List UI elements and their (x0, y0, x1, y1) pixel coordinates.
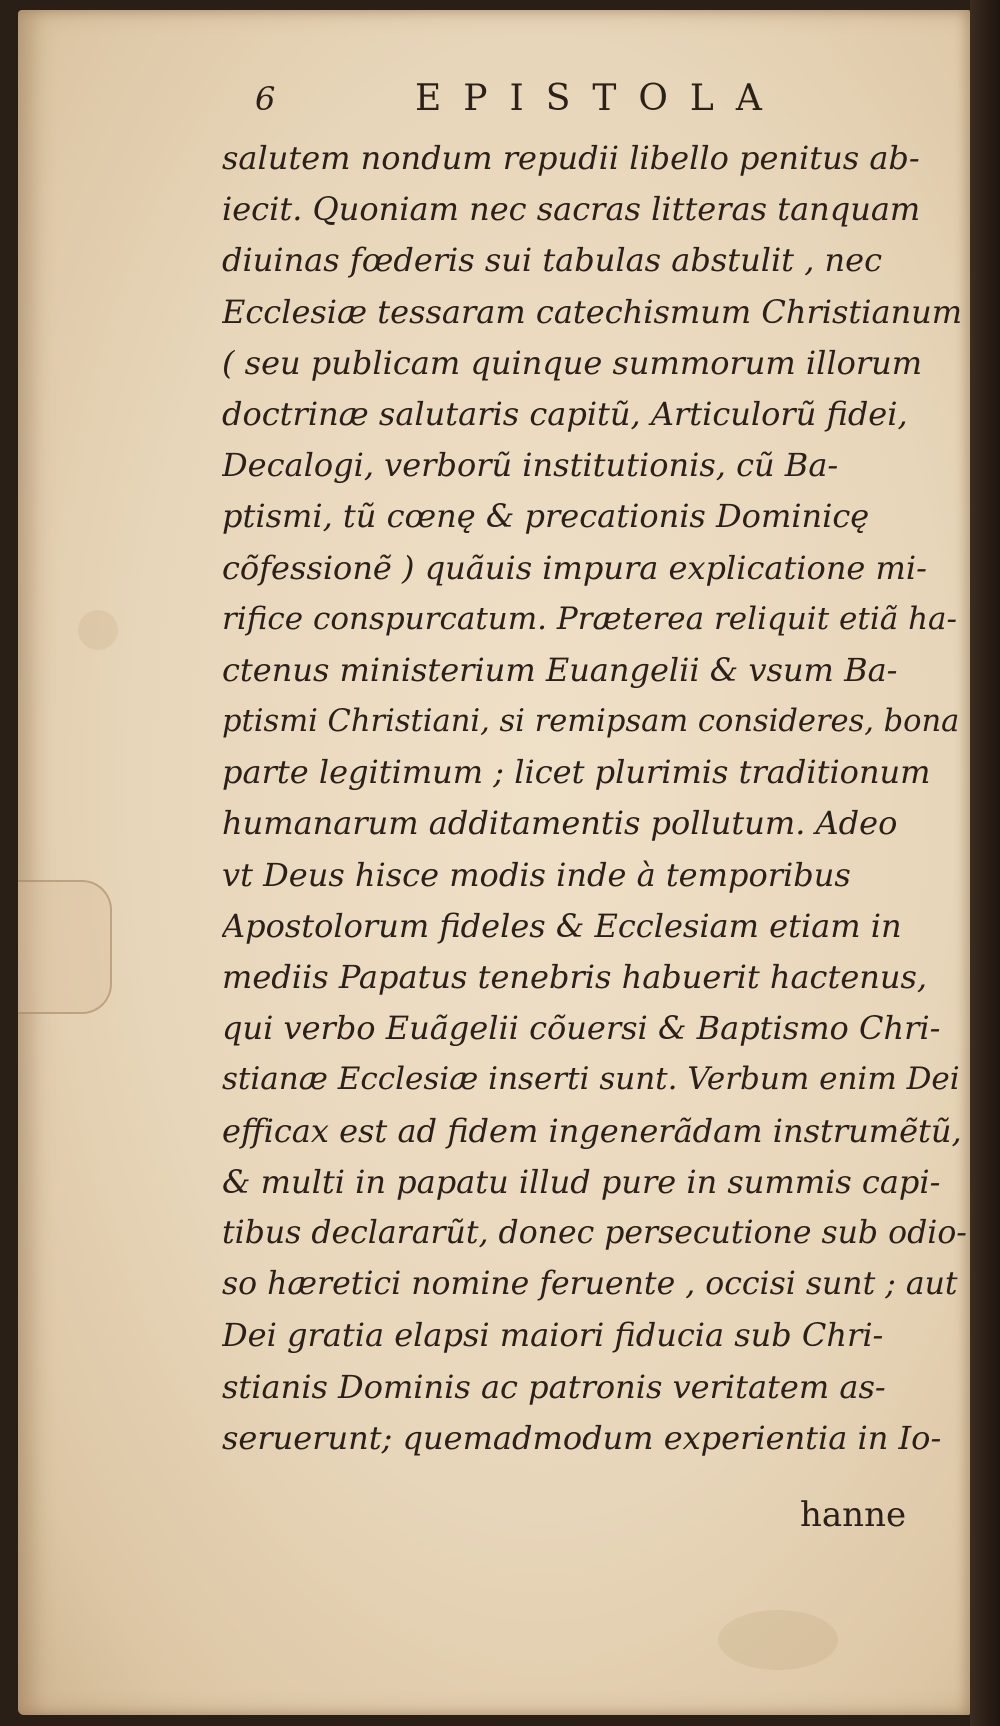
text-line: stianæ Ecclesiæ inserti sunt. Verbum enim Dei (222, 1061, 960, 1098)
running-title: EPISTOLA (415, 78, 784, 119)
text-line: Dei gratia elapsi maiori fiducia sub Chri- (222, 1316, 884, 1355)
text-line: humanarum additamentis pollutum. Adeo (222, 804, 898, 843)
text-line: ptismi Christiani, si remipsam consideres, bona (222, 704, 960, 740)
text-line: salutem nondum repudii libello penitus ab- (222, 139, 920, 177)
text-line: iecit. Quoniam nec sacras litteras tanquam (222, 190, 921, 229)
text-line: qui verbo Euãgelii cõuersi & Baptismo Chri- (222, 1009, 941, 1048)
paper-stain (78, 610, 118, 650)
text-line: ctenus ministerium Euangelii & vsum Ba- (222, 650, 898, 689)
text-line: vt Deus hisce modis inde à temporibus (222, 855, 851, 894)
text-line: & multi in papatu illud pure in summis capi- (222, 1162, 941, 1201)
text-line: Apostolorum fideles & Ecclesiam etiam in (222, 906, 902, 945)
text-line: seruerunt; quemadmodum experientia in Io- (222, 1418, 942, 1457)
text-line: so hæretici nomine feruente , occisi sunt ; aut (222, 1266, 958, 1303)
catchword: hanne (800, 1495, 907, 1535)
text-line: doctrinæ salutaris capitũ, Articulorũ fidei, (222, 394, 908, 433)
text-line: tibus declararũt, donec persecutione sub odio- (222, 1214, 967, 1251)
binding-edge (970, 0, 1000, 1726)
body-text (222, 133, 967, 1464)
paper-stain (718, 1610, 838, 1670)
running-header (255, 78, 855, 138)
text-line: Decalogi, verborũ institutionis, cũ Ba- (222, 446, 839, 485)
text-line: ( seu publicam quinque summorum illorum (222, 343, 923, 382)
page-tab-fold (18, 880, 112, 1014)
text-line: diuinas fœderis sui tabulas abstulit , nec (222, 241, 883, 280)
text-line: cõfessionẽ ) quãuis impura explicatione mi- (222, 548, 927, 587)
text-line: parte legitimum ; licet plurimis traditionum (222, 753, 931, 792)
text-line: stianis Dominis ac patronis veritatem as- (222, 1367, 886, 1406)
text-line: efficax est ad fidem ingenerãdam instrumẽtũ, (222, 1111, 962, 1150)
text-line: ptismi, tũ cœnę & precationis Dominicę (222, 497, 870, 536)
text-line: rifice conspurcatum. Præterea reliquit etiã ha- (222, 600, 957, 637)
text-line: mediis Papatus tenebris habuerit hactenus, (222, 958, 928, 996)
text-line: Ecclesiæ tessaram catechismum Christianum (222, 292, 963, 331)
page-number: 6 (255, 80, 276, 118)
